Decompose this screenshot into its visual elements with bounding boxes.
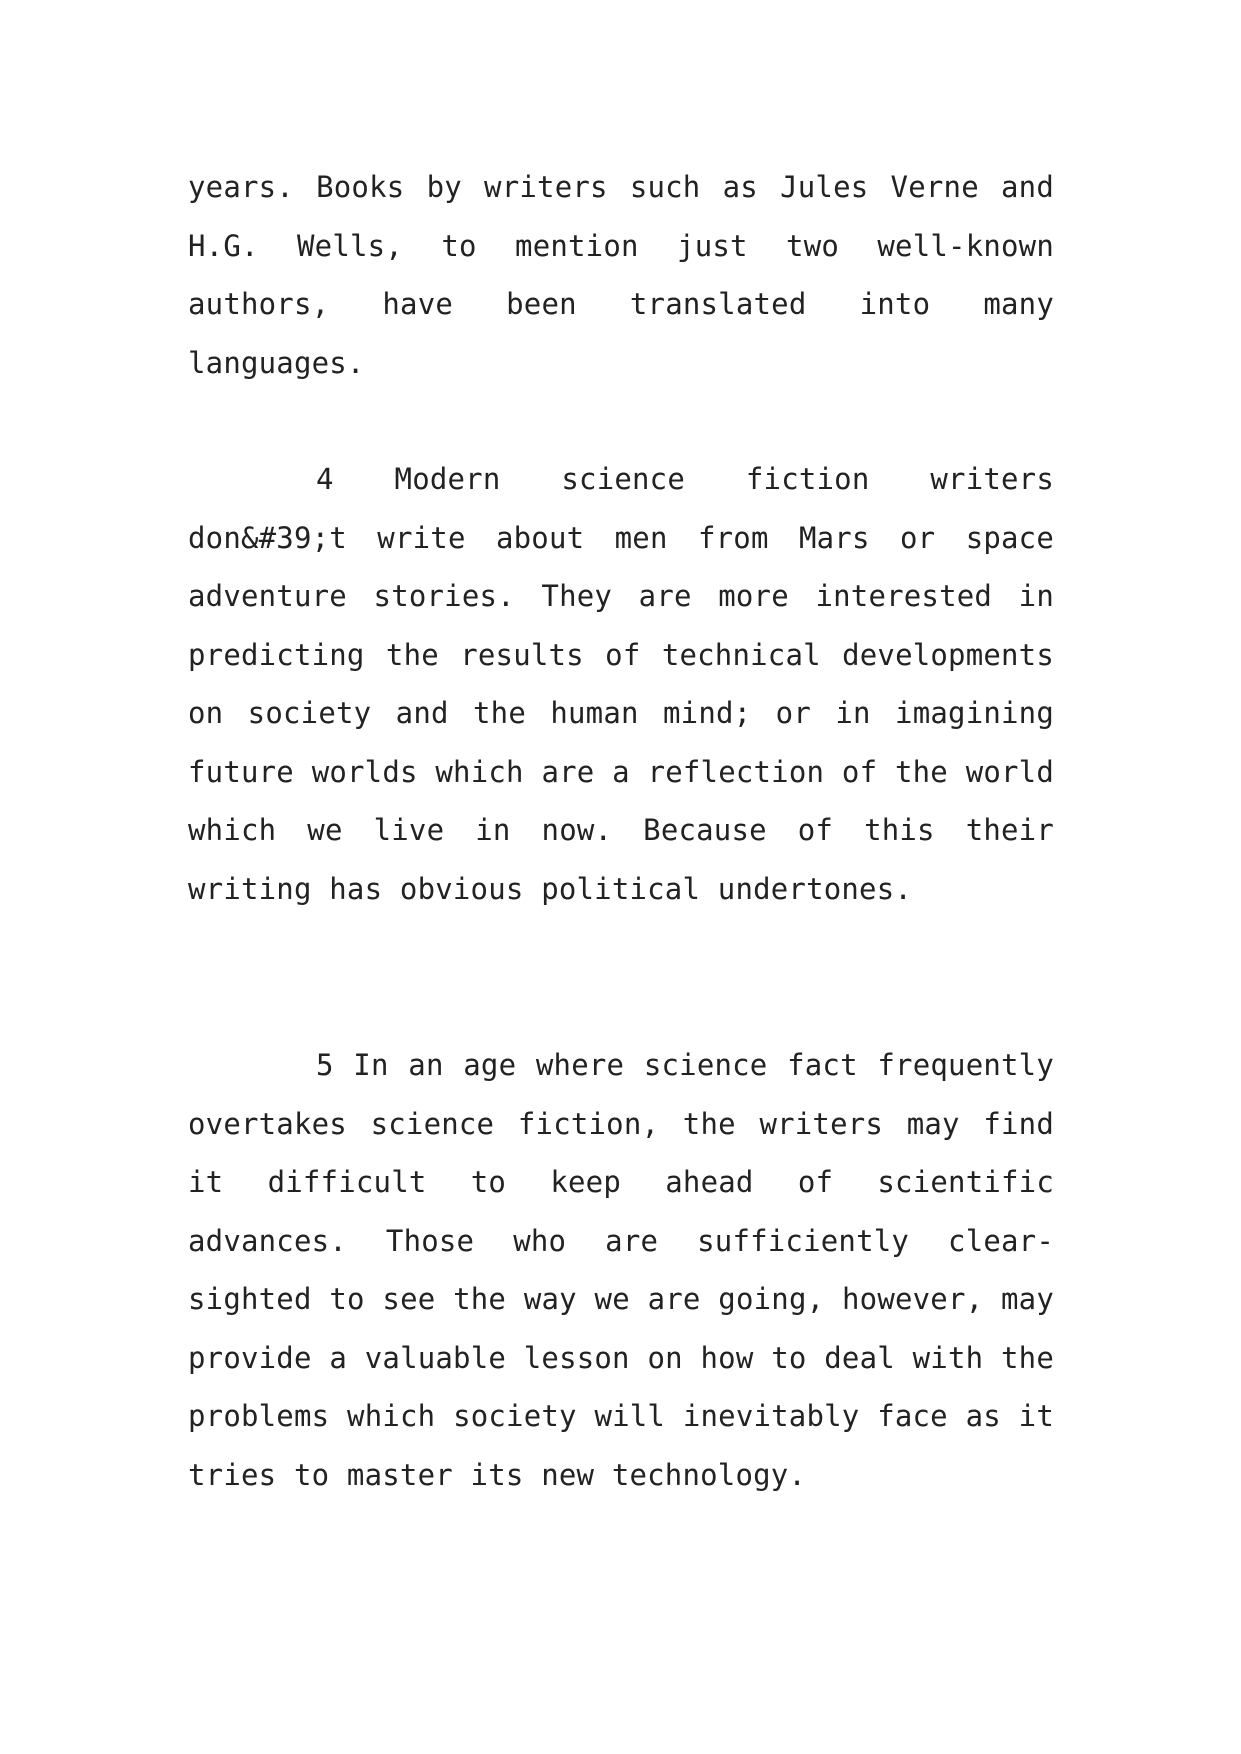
paragraph-3-continuation: years. Books by writers such as Jules Verne and H.G. Wells, to mention just two well-known authors, have been translated into many languages. [188,170,1054,380]
paragraph-5: 5 In an age where science fact frequently overtakes science fiction, the writers may find it difficult to keep ahead of scientific advances. Those who are sufficiently clear-sighted to see the way we are going, however, may provide a valuable lesson on how to deal with the problems which society will inevitably face as it tries to master its new technology. [188,1048,1054,1492]
paragraph-4: 4 Modern science fiction writers don&#39;t write about men from Mars or space adventure stories. They are more interested in predicting the results of technical developments on society and the human mind; or in imagining future worlds which are a reflection of the world which we live in now. Because of this their writing has obvious political undertones. [188,462,1054,906]
